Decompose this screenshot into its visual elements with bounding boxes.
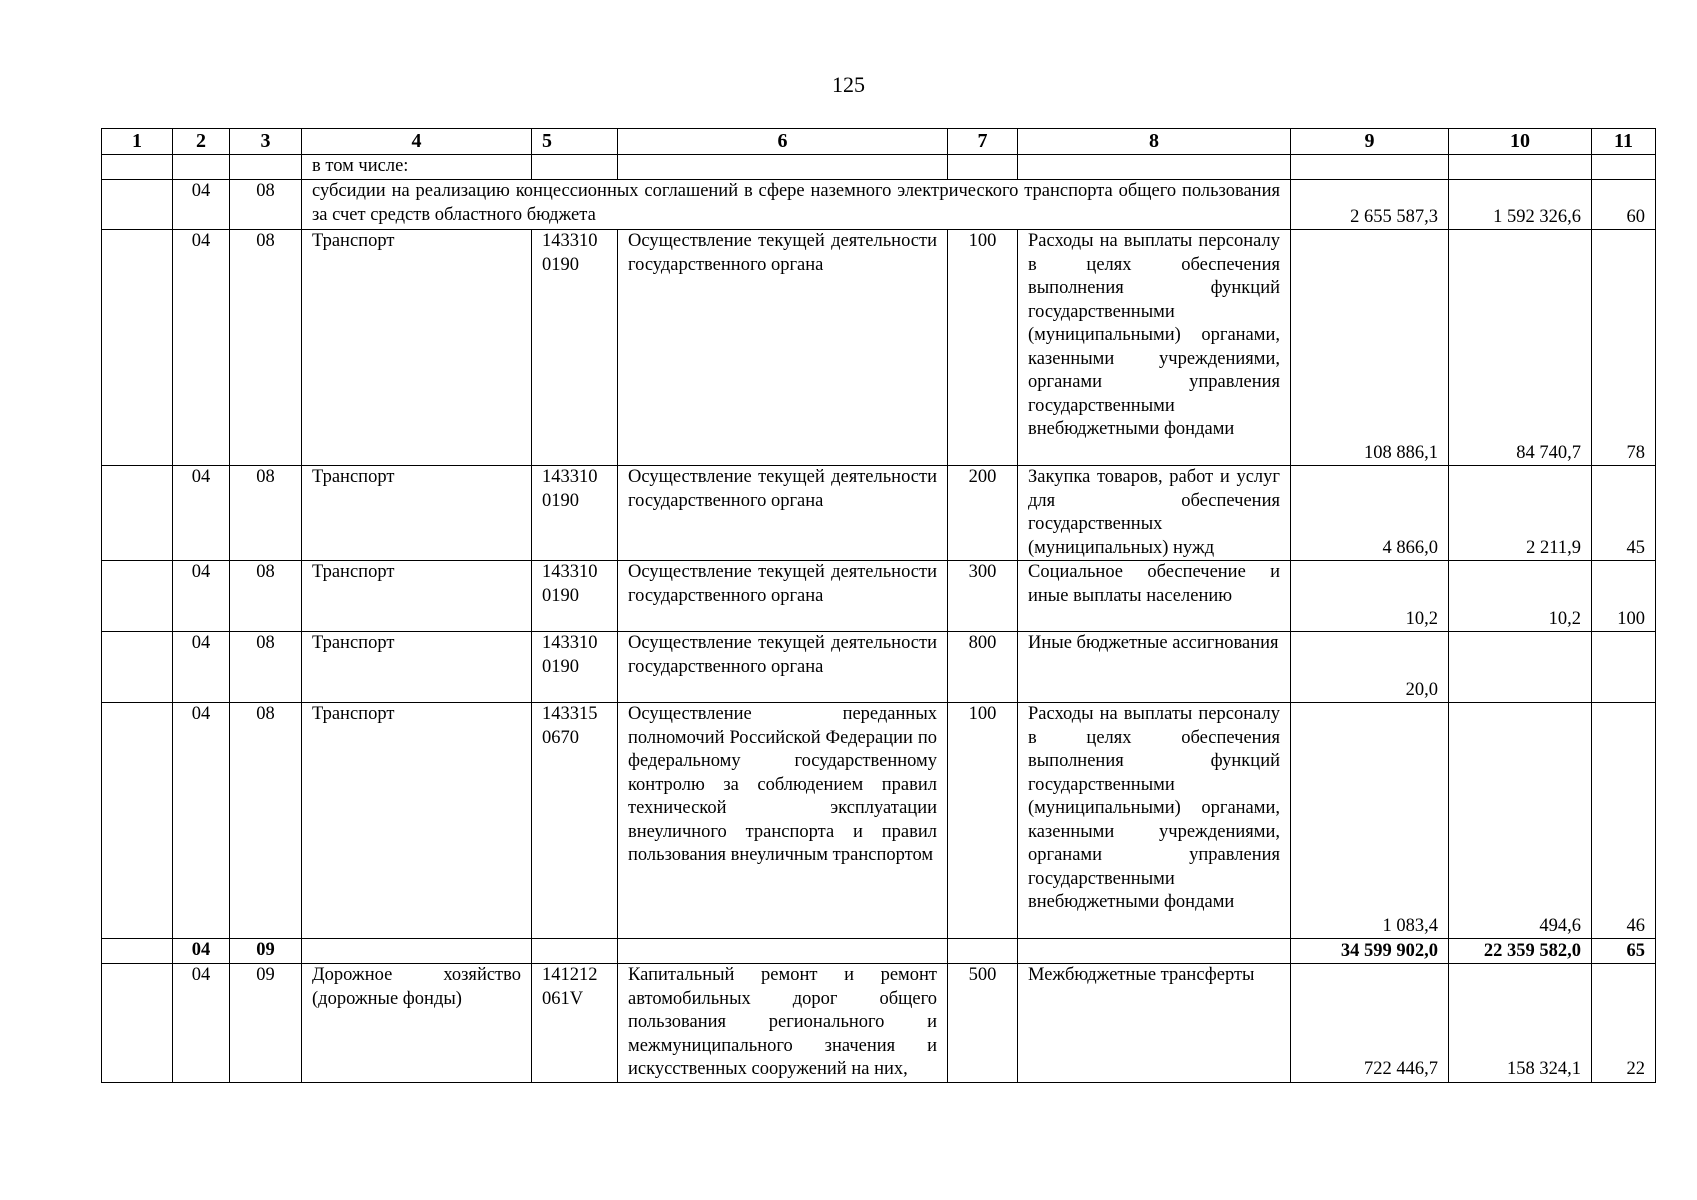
expense-type-name: Межбюджетные трансферты (1018, 964, 1291, 1083)
percent-col11: 46 (1592, 703, 1656, 939)
expense-description: Осуществление текущей деятельности государственного органа (618, 230, 948, 466)
including-label: в том числе: (302, 155, 532, 180)
expense-type-code: 200 (948, 466, 1018, 561)
amount-col9: 10,2 (1291, 561, 1449, 632)
column-header: 4 (302, 129, 532, 155)
column-header: 11 (1592, 129, 1656, 155)
budget-table (101, 128, 1656, 1083)
target-article: 143310 0190 (532, 561, 618, 632)
expense-type-name: Расходы на выплаты персоналу в целях обеспечения выполнения функций государственными (муниципальными) органами, казенными учреждениями, органами управления государственными внебюджетными фондами (1018, 703, 1291, 939)
section-code: 04 (173, 632, 230, 703)
amount-col9: 722 446,7 (1291, 964, 1449, 1083)
expense-type-name: Иные бюджетные ассигнования (1018, 632, 1291, 703)
amount-col9: 108 886,1 (1291, 230, 1449, 466)
table-row-subtotal (102, 939, 1656, 964)
percent-col11: 78 (1592, 230, 1656, 466)
subsection-code: 09 (230, 964, 302, 1083)
target-article: 143310 0190 (532, 230, 618, 466)
expense-description: Осуществление текущей деятельности государственного органа (618, 561, 948, 632)
percent-col11 (1592, 632, 1656, 703)
column-header: 10 (1449, 129, 1592, 155)
table-row-including (102, 155, 1656, 180)
amount-col9: 1 083,4 (1291, 703, 1449, 939)
amount-col9: 34 599 902,0 (1291, 939, 1449, 964)
target-article: 143310 0190 (532, 466, 618, 561)
percent-col11: 60 (1592, 180, 1656, 230)
subsection-code: 08 (230, 466, 302, 561)
subsection-code: 08 (230, 561, 302, 632)
amount-col10 (1449, 632, 1592, 703)
subsection-code: 09 (230, 939, 302, 964)
expense-type-code: 100 (948, 703, 1018, 939)
expense-type-name: Расходы на выплаты персоналу в целях обеспечения выполнения функций государственными (муниципальными) органами, казенными учреждениями, органами управления государственными внебюджетными фондами (1018, 230, 1291, 466)
column-header: 6 (618, 129, 948, 155)
column-header: 1 (102, 129, 173, 155)
section-name: Транспорт (302, 561, 532, 632)
table-row-subsidy (102, 180, 1656, 230)
table-row (102, 964, 1656, 1083)
section-name: Дорожное хозяйство (дорожные фонды) (302, 964, 532, 1083)
target-article: 143310 0190 (532, 632, 618, 703)
column-header: 2 (173, 129, 230, 155)
expense-type-code: 100 (948, 230, 1018, 466)
percent-col11: 22 (1592, 964, 1656, 1083)
expense-type-name: Социальное обеспечение и иные выплаты населению (1018, 561, 1291, 632)
amount-col9: 2 655 587,3 (1291, 180, 1449, 230)
column-header: 5 (532, 129, 618, 155)
page-number: 125 (832, 72, 865, 97)
section-code: 04 (173, 939, 230, 964)
subsection-code: 08 (230, 632, 302, 703)
column-header: 7 (948, 129, 1018, 155)
table-row (102, 230, 1656, 466)
section-name: Транспорт (302, 466, 532, 561)
section-code: 04 (173, 180, 230, 230)
subsidy-description: субсидии на реализацию концессионных соглашений в сфере наземного электрического транспорта общего пользования за счет средств областного бюджета (302, 180, 1291, 230)
target-article: 141212 061V (532, 964, 618, 1083)
column-header: 9 (1291, 129, 1449, 155)
percent-col11: 100 (1592, 561, 1656, 632)
expense-description: Осуществление переданных полномочий Российской Федерации по федеральному государственному контролю за соблюдением правил технической эксплуатации внеуличного транспорта и правил пользования внеуличным транспортом (618, 703, 948, 939)
amount-col10: 22 359 582,0 (1449, 939, 1592, 964)
subsection-code: 08 (230, 180, 302, 230)
section-name: Транспорт (302, 230, 532, 466)
expense-type-name: Закупка товаров, работ и услуг для обеспечения государственных (муниципальных) нужд (1018, 466, 1291, 561)
expense-type-code: 500 (948, 964, 1018, 1083)
section-code: 04 (173, 703, 230, 939)
amount-col10: 84 740,7 (1449, 230, 1592, 466)
amount-col9: 4 866,0 (1291, 466, 1449, 561)
table-row (102, 703, 1656, 939)
amount-col10: 1 592 326,6 (1449, 180, 1592, 230)
expense-description: Осуществление текущей деятельности государственного органа (618, 632, 948, 703)
amount-col10: 10,2 (1449, 561, 1592, 632)
expense-type-code: 800 (948, 632, 1018, 703)
column-header: 3 (230, 129, 302, 155)
expense-type-code: 300 (948, 561, 1018, 632)
subsection-code: 08 (230, 703, 302, 939)
section-code: 04 (173, 964, 230, 1083)
subsection-code: 08 (230, 230, 302, 466)
column-header: 8 (1018, 129, 1291, 155)
section-code: 04 (173, 561, 230, 632)
header-row (102, 129, 1656, 155)
section-name: Транспорт (302, 703, 532, 939)
target-article: 143315 0670 (532, 703, 618, 939)
table-row (102, 632, 1656, 703)
section-code: 04 (173, 466, 230, 561)
expense-description: Осуществление текущей деятельности государственного органа (618, 466, 948, 561)
percent-col11: 65 (1592, 939, 1656, 964)
expense-description: Капитальный ремонт и ремонт автомобильных дорог общего пользования регионального и межмуниципального значения и искусственных сооружений на них, (618, 964, 948, 1083)
percent-col11: 45 (1592, 466, 1656, 561)
amount-col9: 20,0 (1291, 632, 1449, 703)
section-code: 04 (173, 230, 230, 466)
amount-col10: 158 324,1 (1449, 964, 1592, 1083)
amount-col10: 494,6 (1449, 703, 1592, 939)
table-row (102, 561, 1656, 632)
table-row (102, 466, 1656, 561)
section-name: Транспорт (302, 632, 532, 703)
amount-col10: 2 211,9 (1449, 466, 1592, 561)
